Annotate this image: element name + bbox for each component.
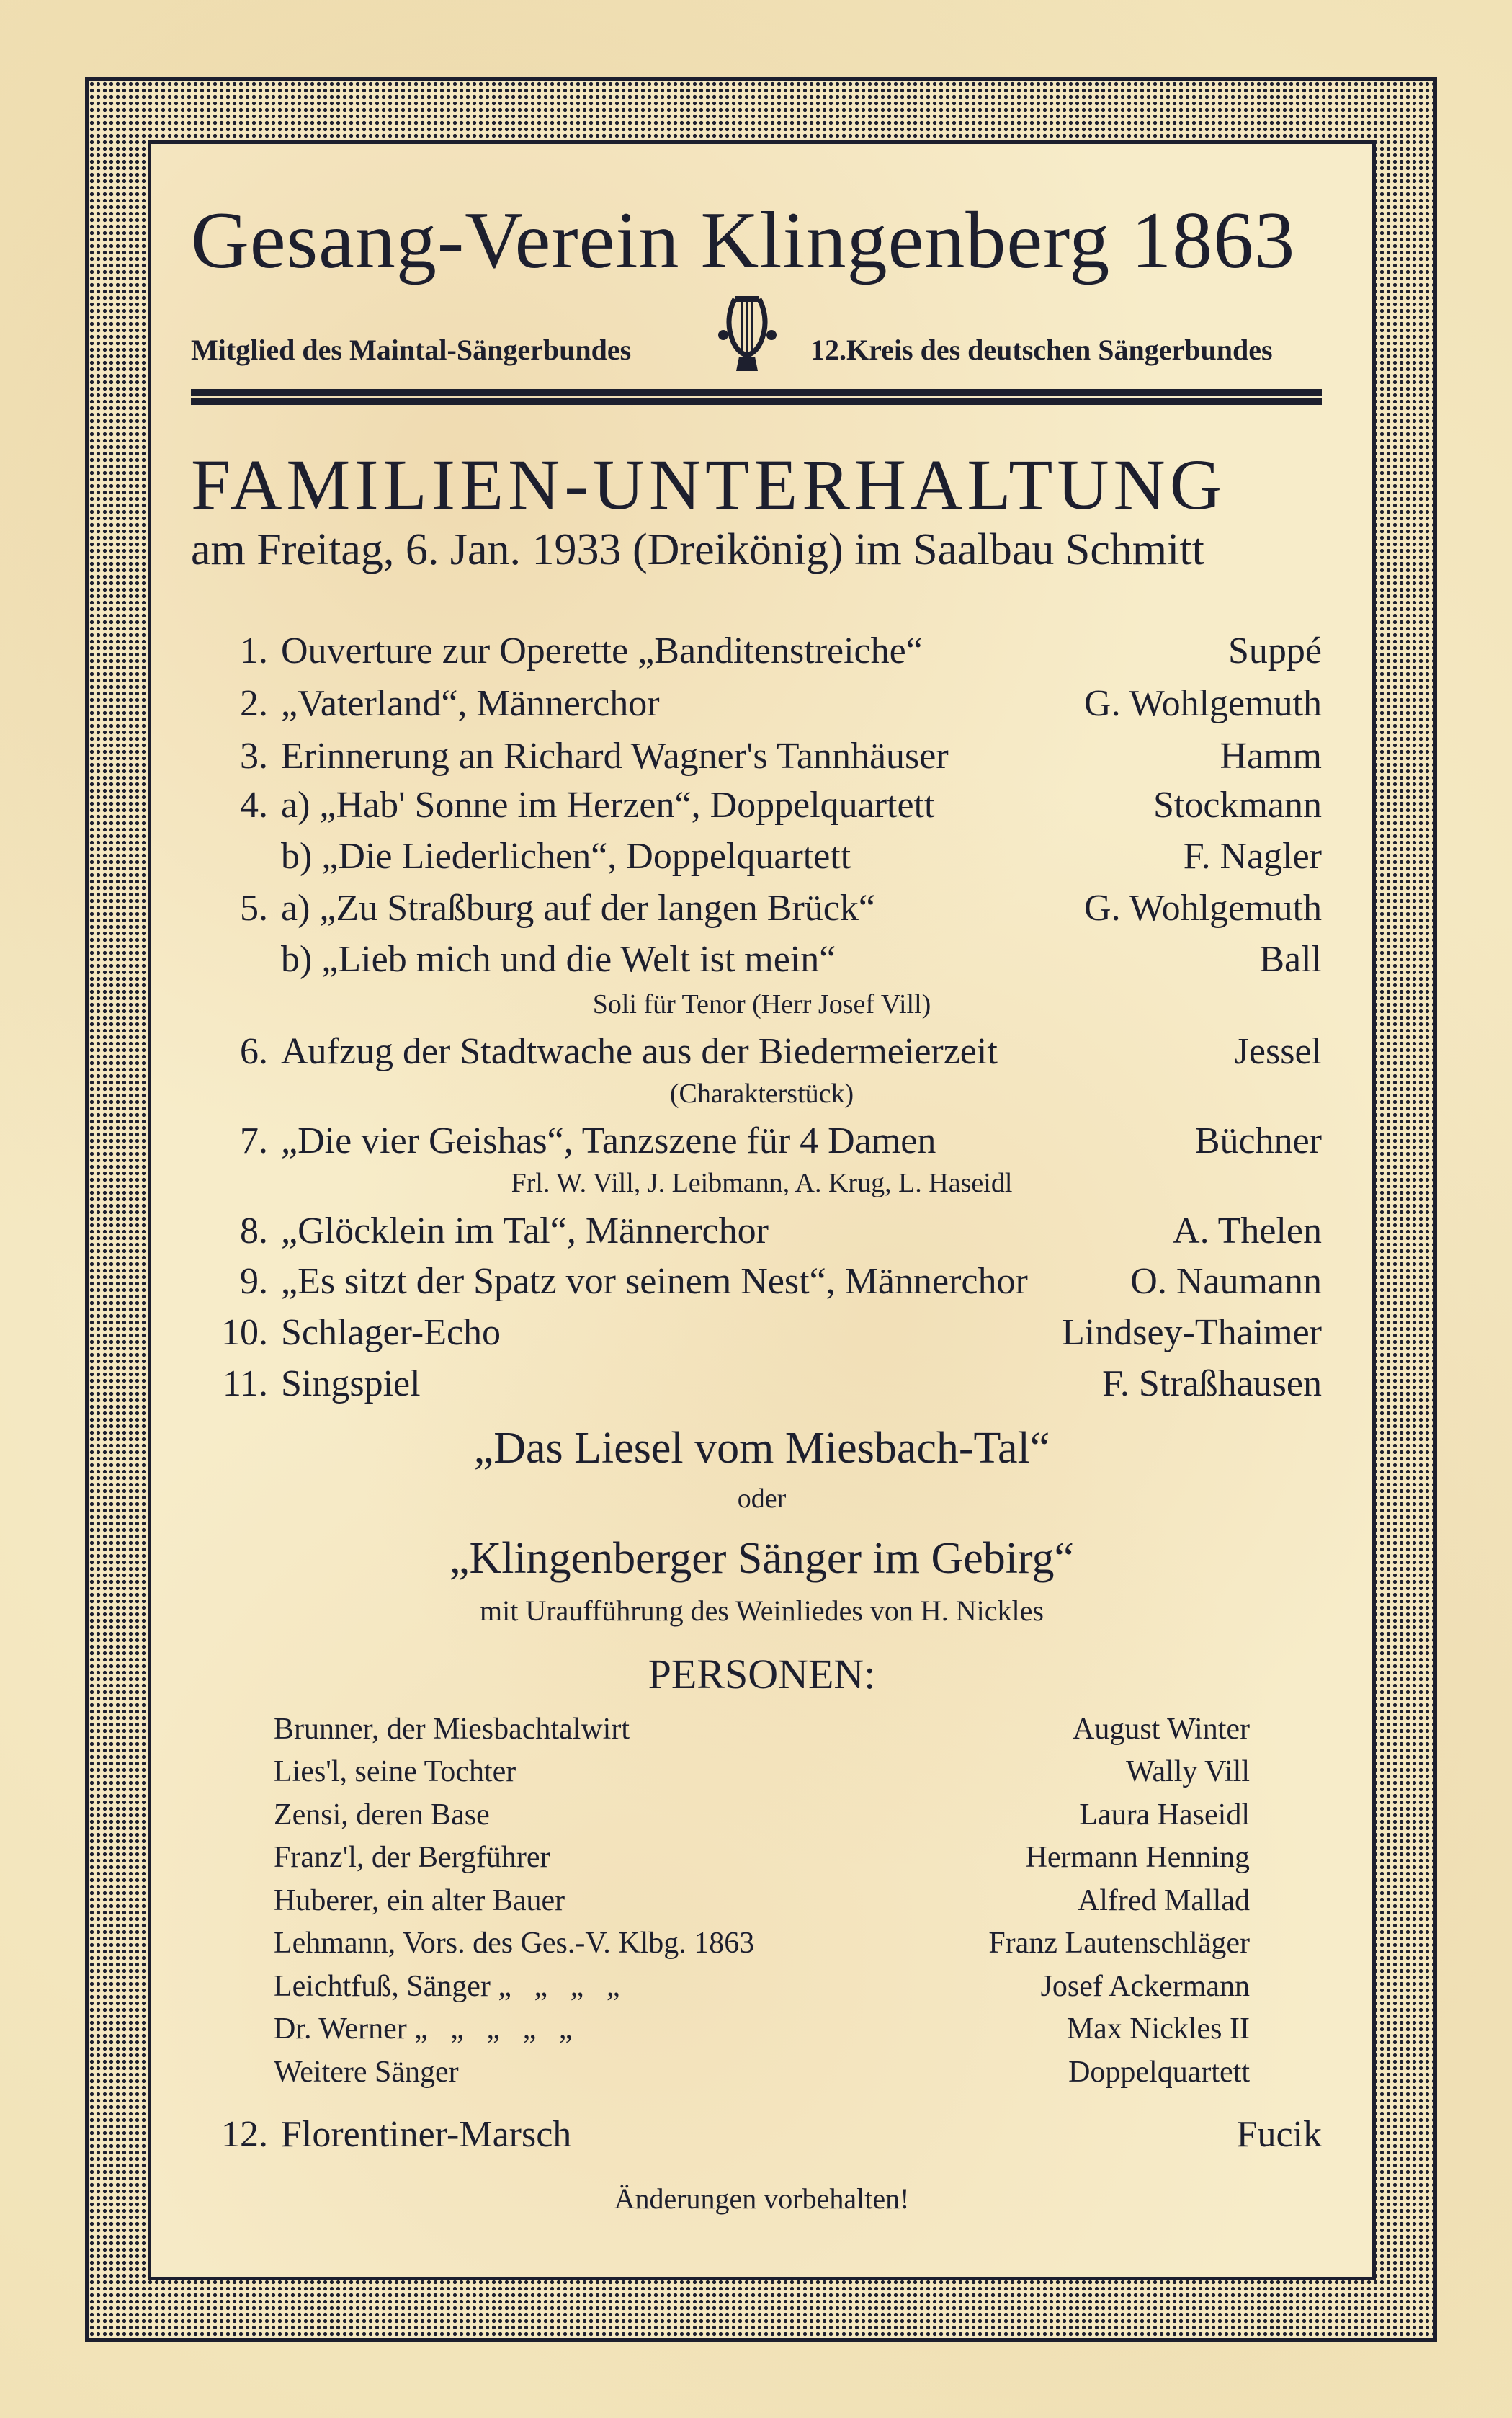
item-composer: Lindsey-Thaimer	[1062, 1311, 1322, 1353]
divider-top	[191, 389, 1322, 396]
item-number: 5.	[240, 887, 268, 929]
item-composer: O. Naumann	[1130, 1260, 1322, 1302]
lyre-icon	[713, 292, 782, 378]
item-work: „Vaterland“, Männerchor	[281, 682, 660, 724]
cast-actor: Max Nickles II	[1066, 2012, 1250, 2046]
cast-row	[274, 2012, 1250, 2046]
item-work: Schlager-Echo	[281, 1311, 501, 1353]
item-composer: G. Wohlgemuth	[1084, 887, 1322, 929]
item-composer: Büchner	[1194, 1120, 1322, 1161]
footer-note: Änderungen vorbehalten!	[614, 2182, 910, 2215]
program-item	[202, 2113, 1322, 2156]
item-work: b) „Die Liederlichen“, Doppelquartett	[281, 835, 851, 877]
cast-role: Lehmann, Vors. des Ges.-V. Klbg. 1863	[274, 1927, 755, 1960]
item-number: 12.	[221, 2113, 268, 2155]
cast-actor: Alfred Mallad	[1077, 1884, 1250, 1917]
event-heading: FAMILIEN-UNTERHALTUNG	[191, 445, 1226, 525]
item-composer: A. Thelen	[1173, 1210, 1322, 1252]
item-number: 11.	[222, 1362, 268, 1404]
item-composer: Hamm	[1220, 735, 1322, 777]
cast-actor: Wally Vill	[1126, 1755, 1250, 1788]
cast-row	[274, 1969, 1250, 2004]
item-number: 3.	[240, 735, 268, 777]
program-item	[202, 783, 1322, 826]
singspiel-note: mit Uraufführung des Weinliedes von H. Nickles	[480, 1594, 1044, 1627]
program-item	[202, 1119, 1322, 1162]
cast-actor: August Winter	[1072, 1713, 1250, 1746]
item-composer: F. Nagler	[1183, 835, 1322, 877]
cast-actor: Josef Ackermann	[1040, 1970, 1250, 2003]
event-date: am Freitag, 6. Jan. 1933 (Dreikönig) im Saalbau Schmitt	[191, 525, 1204, 574]
item-composer: Fucik	[1236, 2113, 1322, 2155]
cast-role: Zensi, deren Base	[274, 1798, 490, 1832]
singspiel-title-1: „Das Liesel vom Miesbach-Tal“	[473, 1424, 1050, 1473]
item-number: 6.	[240, 1030, 268, 1072]
cast-row	[274, 1926, 1250, 1960]
item-number: 4.	[240, 784, 268, 826]
program-item	[202, 682, 1322, 725]
membership-left: Mitglied des Maintal-Sängerbundes	[191, 334, 632, 366]
item-work: „Es sitzt der Spatz vor seinem Nest“, Männerchor	[281, 1260, 1028, 1302]
cast-row	[274, 2055, 1250, 2089]
singspiel-oder: oder	[737, 1484, 787, 1514]
program-item	[202, 886, 1322, 929]
personen-heading: PERSONEN:	[648, 1651, 876, 1697]
item-work: a) „Zu Straßburg auf der langen Brück“	[281, 887, 875, 929]
cast-role: Huberer, ein alter Bauer	[274, 1884, 565, 1917]
charakter-note: (Charakterstück)	[669, 1079, 854, 1109]
cast-actor: Laura Haseidl	[1079, 1798, 1250, 1832]
item-number: 9.	[240, 1260, 268, 1302]
program-item	[202, 1030, 1322, 1073]
item-composer: Ball	[1259, 938, 1322, 980]
item-work: „Die vier Geishas“, Tanzszene für 4 Damen	[281, 1120, 936, 1161]
divider-bottom	[191, 398, 1322, 405]
item-work: b) „Lieb mich und die Welt ist mein“	[281, 938, 836, 980]
item-work: Aufzug der Stadtwache aus der Biedermeierzeit	[281, 1030, 998, 1072]
program-item	[202, 937, 1322, 981]
soli-note: Soli für Tenor (Herr Josef Vill)	[592, 989, 931, 1020]
item-work: Florentiner-Marsch	[281, 2113, 572, 2155]
cast-row	[274, 1840, 1250, 1875]
item-composer: Suppé	[1228, 630, 1322, 672]
dancers-note: Frl. W. Vill, J. Leibmann, A. Krug, L. Haseidl	[511, 1168, 1013, 1198]
cast-row	[274, 1883, 1250, 1918]
item-number: 7.	[240, 1120, 268, 1161]
program-item	[202, 1362, 1322, 1405]
item-work: Ouverture zur Operette „Banditenstreiche“	[281, 630, 923, 672]
item-composer: G. Wohlgemuth	[1084, 682, 1322, 724]
cast-actor: Franz Lautenschläger	[988, 1927, 1250, 1960]
program-item	[202, 734, 1322, 777]
program-item	[202, 834, 1322, 878]
cast-row	[274, 1754, 1250, 1789]
item-composer: Jessel	[1234, 1030, 1322, 1072]
cast-role: Brunner, der Miesbachtalwirt	[274, 1713, 630, 1746]
cast-role: Dr. Werner „ „ „ „ „	[274, 2012, 573, 2046]
singspiel-title-2: „Klingenberger Sänger im Gebirg“	[449, 1534, 1075, 1583]
cast-row	[274, 1798, 1250, 1832]
cast-row	[274, 1712, 1250, 1746]
item-composer: Stockmann	[1153, 784, 1322, 826]
item-work: „Glöcklein im Tal“, Männerchor	[281, 1210, 769, 1252]
cast-role: Leichtfuß, Sänger „ „ „ „	[274, 1970, 620, 2003]
program-item	[202, 1311, 1322, 1354]
item-number: 2.	[240, 682, 268, 724]
program-item	[202, 1259, 1322, 1303]
item-composer: F. Straßhausen	[1102, 1362, 1322, 1404]
cast-role: Lies'l, seine Tochter	[274, 1755, 516, 1788]
item-number: 1.	[240, 630, 268, 672]
item-number: 10.	[221, 1311, 268, 1353]
item-number: 8.	[240, 1210, 268, 1252]
program-item	[202, 1209, 1322, 1252]
item-work: a) „Hab' Sonne im Herzen“, Doppelquartett	[281, 784, 935, 826]
cast-role: Franz'l, der Bergführer	[274, 1841, 550, 1874]
cast-actor: Hermann Henning	[1025, 1841, 1250, 1874]
item-work: Erinnerung an Richard Wagner's Tannhäuser	[281, 735, 949, 777]
cast-role: Weitere Sänger	[274, 2056, 459, 2089]
club-title: Gesang-Verein Klingenberg 1863	[191, 196, 1296, 285]
membership-right: 12.Kreis des deutschen Sängerbundes	[810, 334, 1273, 366]
cast-actor: Doppelquartett	[1068, 2056, 1250, 2089]
item-work: Singspiel	[281, 1362, 421, 1404]
program-item	[202, 629, 1322, 672]
